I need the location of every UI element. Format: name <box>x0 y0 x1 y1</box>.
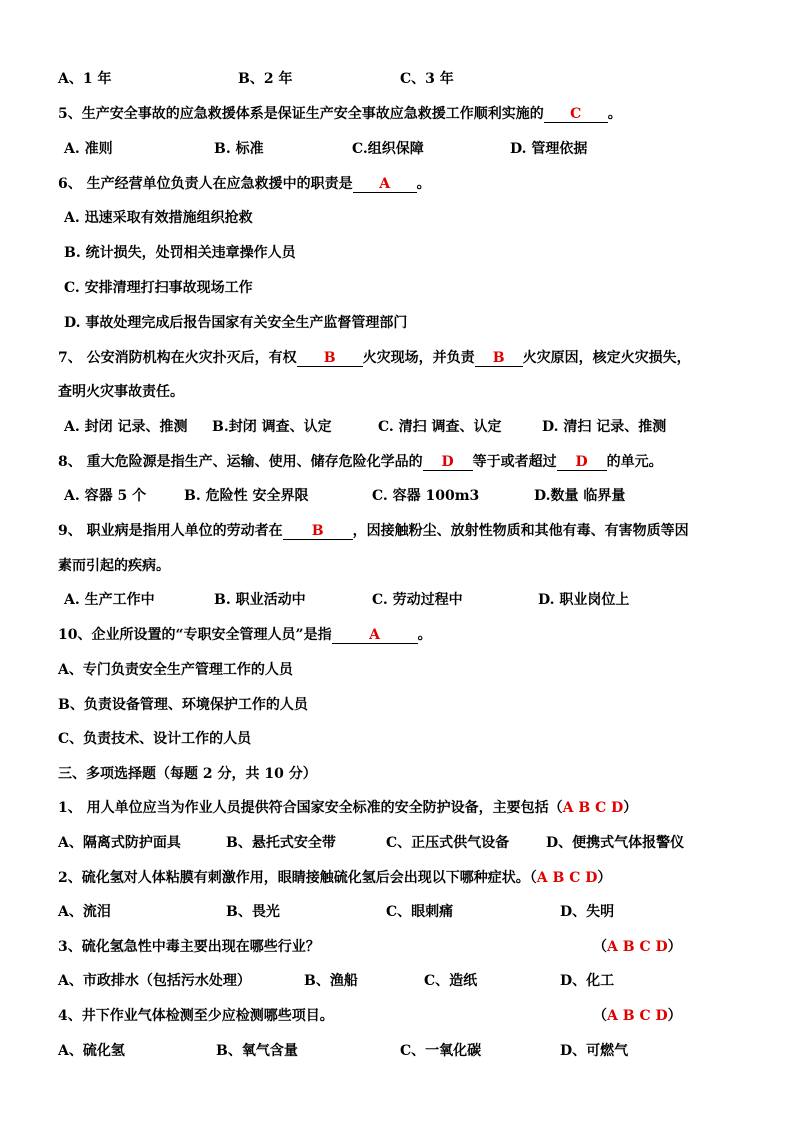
q8-text-mid: 等于或者超过 <box>472 454 557 470</box>
q10-text: 10、企业所设置的“专职安全管理人员”是指 <box>58 627 332 643</box>
m3-option-b: B、渔船 <box>304 973 358 989</box>
q8-option-a: A. 容器 5 个 <box>64 488 147 504</box>
q6-text: 6、 生产经营单位负责人在应急救援中的职责是 <box>58 176 353 192</box>
m1-option-b: B、悬托式安全带 <box>226 835 336 851</box>
q8-answer-1: D <box>423 455 473 471</box>
q6-option-c: C. 安排清理打扫事故现场工作 <box>64 280 253 296</box>
q5-end: 。 <box>607 106 622 122</box>
q7-option-c: C. 清扫 调查、认定 <box>378 419 502 435</box>
q7-answer-2: B <box>475 351 523 367</box>
q8-option-c: C. 容器 100m3 <box>372 488 480 504</box>
q4-option-b: B、2 年 <box>238 71 293 87</box>
m3-answer: A B C D <box>607 939 668 955</box>
m2-option-a: A、流泪 <box>58 904 111 920</box>
m3-option-a: A、市政排水（包括污水处理） <box>58 973 251 989</box>
multi-question-4: 4、井下作业气体检测至少应检测哪些项目。 <box>58 1008 334 1024</box>
q8-answer-2: D <box>557 455 607 471</box>
q9-answer: B <box>283 524 353 540</box>
m4-answer: A B C D <box>607 1008 668 1024</box>
m3-option-d: D、化工 <box>560 973 615 989</box>
q9-line-2: 素而引起的疾病。 <box>58 558 170 574</box>
m4-option-d: D、可燃气 <box>560 1043 629 1059</box>
q6-option-b: B. 统计损失，处罚相关违章操作人员 <box>64 245 296 261</box>
q5-answer: C <box>544 107 608 123</box>
q6-option-d: D. 事故处理完成后报告国家有关安全生产监督管理部门 <box>64 315 408 331</box>
q8-option-d: D.数量 临界量 <box>534 488 626 504</box>
multi-question-2 <box>58 869 611 887</box>
q5-option-c: C.组织保障 <box>352 141 424 157</box>
q10-option-c: C、负责技术、设计工作的人员 <box>58 731 252 747</box>
m3-open: （ <box>593 939 607 955</box>
m4-option-c: C、一氧化碳 <box>400 1043 482 1059</box>
m4-open: （ <box>593 1008 607 1024</box>
question-8 <box>58 453 663 471</box>
question-7 <box>58 349 691 367</box>
m4-answer-group <box>593 1007 682 1025</box>
q8-text-after: 的单元。 <box>606 454 663 470</box>
q8-text: 8、 重大危险源是指生产、运输、使用、储存危险化学品的 <box>58 454 423 470</box>
m1-option-d: D、便携式气体报警仪 <box>546 835 685 851</box>
q7-text: 7、 公安消防机构在火灾扑灭后，有权 <box>58 350 297 366</box>
q10-option-a: A、专门负责安全生产管理工作的人员 <box>58 662 293 678</box>
m1-close: ） <box>623 800 638 816</box>
q5-option-b: B. 标准 <box>214 141 264 157</box>
multi-question-3: 3、硫化氢急性中毒主要出现在哪些行业？ <box>58 939 320 955</box>
question-9 <box>58 522 689 540</box>
m3-close: ） <box>667 939 682 955</box>
q8-option-b: B. 危险性 安全界限 <box>184 488 309 504</box>
m2-text: 2、硫化氢对人体粘膜有刺激作用，眼睛接触硫化氢后会出现以下哪种症状。（ <box>58 870 537 886</box>
q7-answer-1: B <box>297 351 363 367</box>
m1-answer: A B C D <box>562 800 624 816</box>
q4-option-a: A、1 年 <box>58 71 112 87</box>
q7-line-2: 查明火灾事故责任。 <box>58 384 184 400</box>
m1-option-a: A、隔离式防护面具 <box>58 835 181 851</box>
q10-option-b: B、负责设备管理、环境保护工作的人员 <box>58 697 308 713</box>
q5-option-d: D. 管理依据 <box>510 141 588 157</box>
q7-text-mid: 火灾现场，并负责 <box>362 350 475 366</box>
section-3-title: 三、多项选择题（每题 2 分，共 10 分） <box>58 766 317 782</box>
q10-end: 。 <box>417 627 432 643</box>
q9-text: 9、 职业病是指用人单位的劳动者在 <box>58 523 283 539</box>
q6-answer: A <box>353 177 417 193</box>
m4-option-a: A、硫化氢 <box>58 1043 125 1059</box>
q6-end: 。 <box>416 176 431 192</box>
q9-option-d: D. 职业岗位上 <box>538 592 630 608</box>
m3-answer-group <box>593 938 682 956</box>
q7-option-a: A. 封闭 记录、推测 <box>64 419 188 435</box>
q6-option-a: A. 迅速采取有效措施组织抢救 <box>64 210 253 226</box>
m1-text: 1、 用人单位应当为作业人员提供符合国家安全标准的安全防护设备，主要包括（ <box>58 800 563 816</box>
q10-answer: A <box>332 628 418 644</box>
q9-text-after: ，因接触粉尘、放射性物质和其他有毒、有害物质等因 <box>352 523 689 539</box>
m1-option-c: C、正压式供气设备 <box>386 835 510 851</box>
m2-option-c: C、眼刺痛 <box>386 904 454 920</box>
m2-option-d: D、失明 <box>560 904 615 920</box>
m2-answer: A B C D <box>536 870 598 886</box>
q5-text: 5、生产安全事故的应急救援体系是保证生产安全事故应急救援工作顺利实施的 <box>58 106 544 122</box>
m2-close: ） <box>597 870 612 886</box>
question-10 <box>58 626 432 644</box>
question-6 <box>58 175 431 193</box>
m4-option-b: B、氧气含量 <box>216 1043 298 1059</box>
question-5 <box>58 105 622 123</box>
q7-option-b: B.封闭 调查、认定 <box>212 419 332 435</box>
m2-option-b: B、畏光 <box>226 904 280 920</box>
m3-option-c: C、造纸 <box>424 973 478 989</box>
q4-option-c: C、3 年 <box>400 71 454 87</box>
multi-question-1 <box>58 799 637 817</box>
q9-option-b: B. 职业活动中 <box>214 592 306 608</box>
q9-option-a: A. 生产工作中 <box>64 592 155 608</box>
m4-close: ） <box>667 1008 682 1024</box>
q7-text-after: 火灾原因，核定火灾损失， <box>522 350 691 366</box>
q9-option-c: C. 劳动过程中 <box>372 592 463 608</box>
q5-option-a: A. 准则 <box>64 141 113 157</box>
q7-option-d: D. 清扫 记录、推测 <box>542 419 667 435</box>
